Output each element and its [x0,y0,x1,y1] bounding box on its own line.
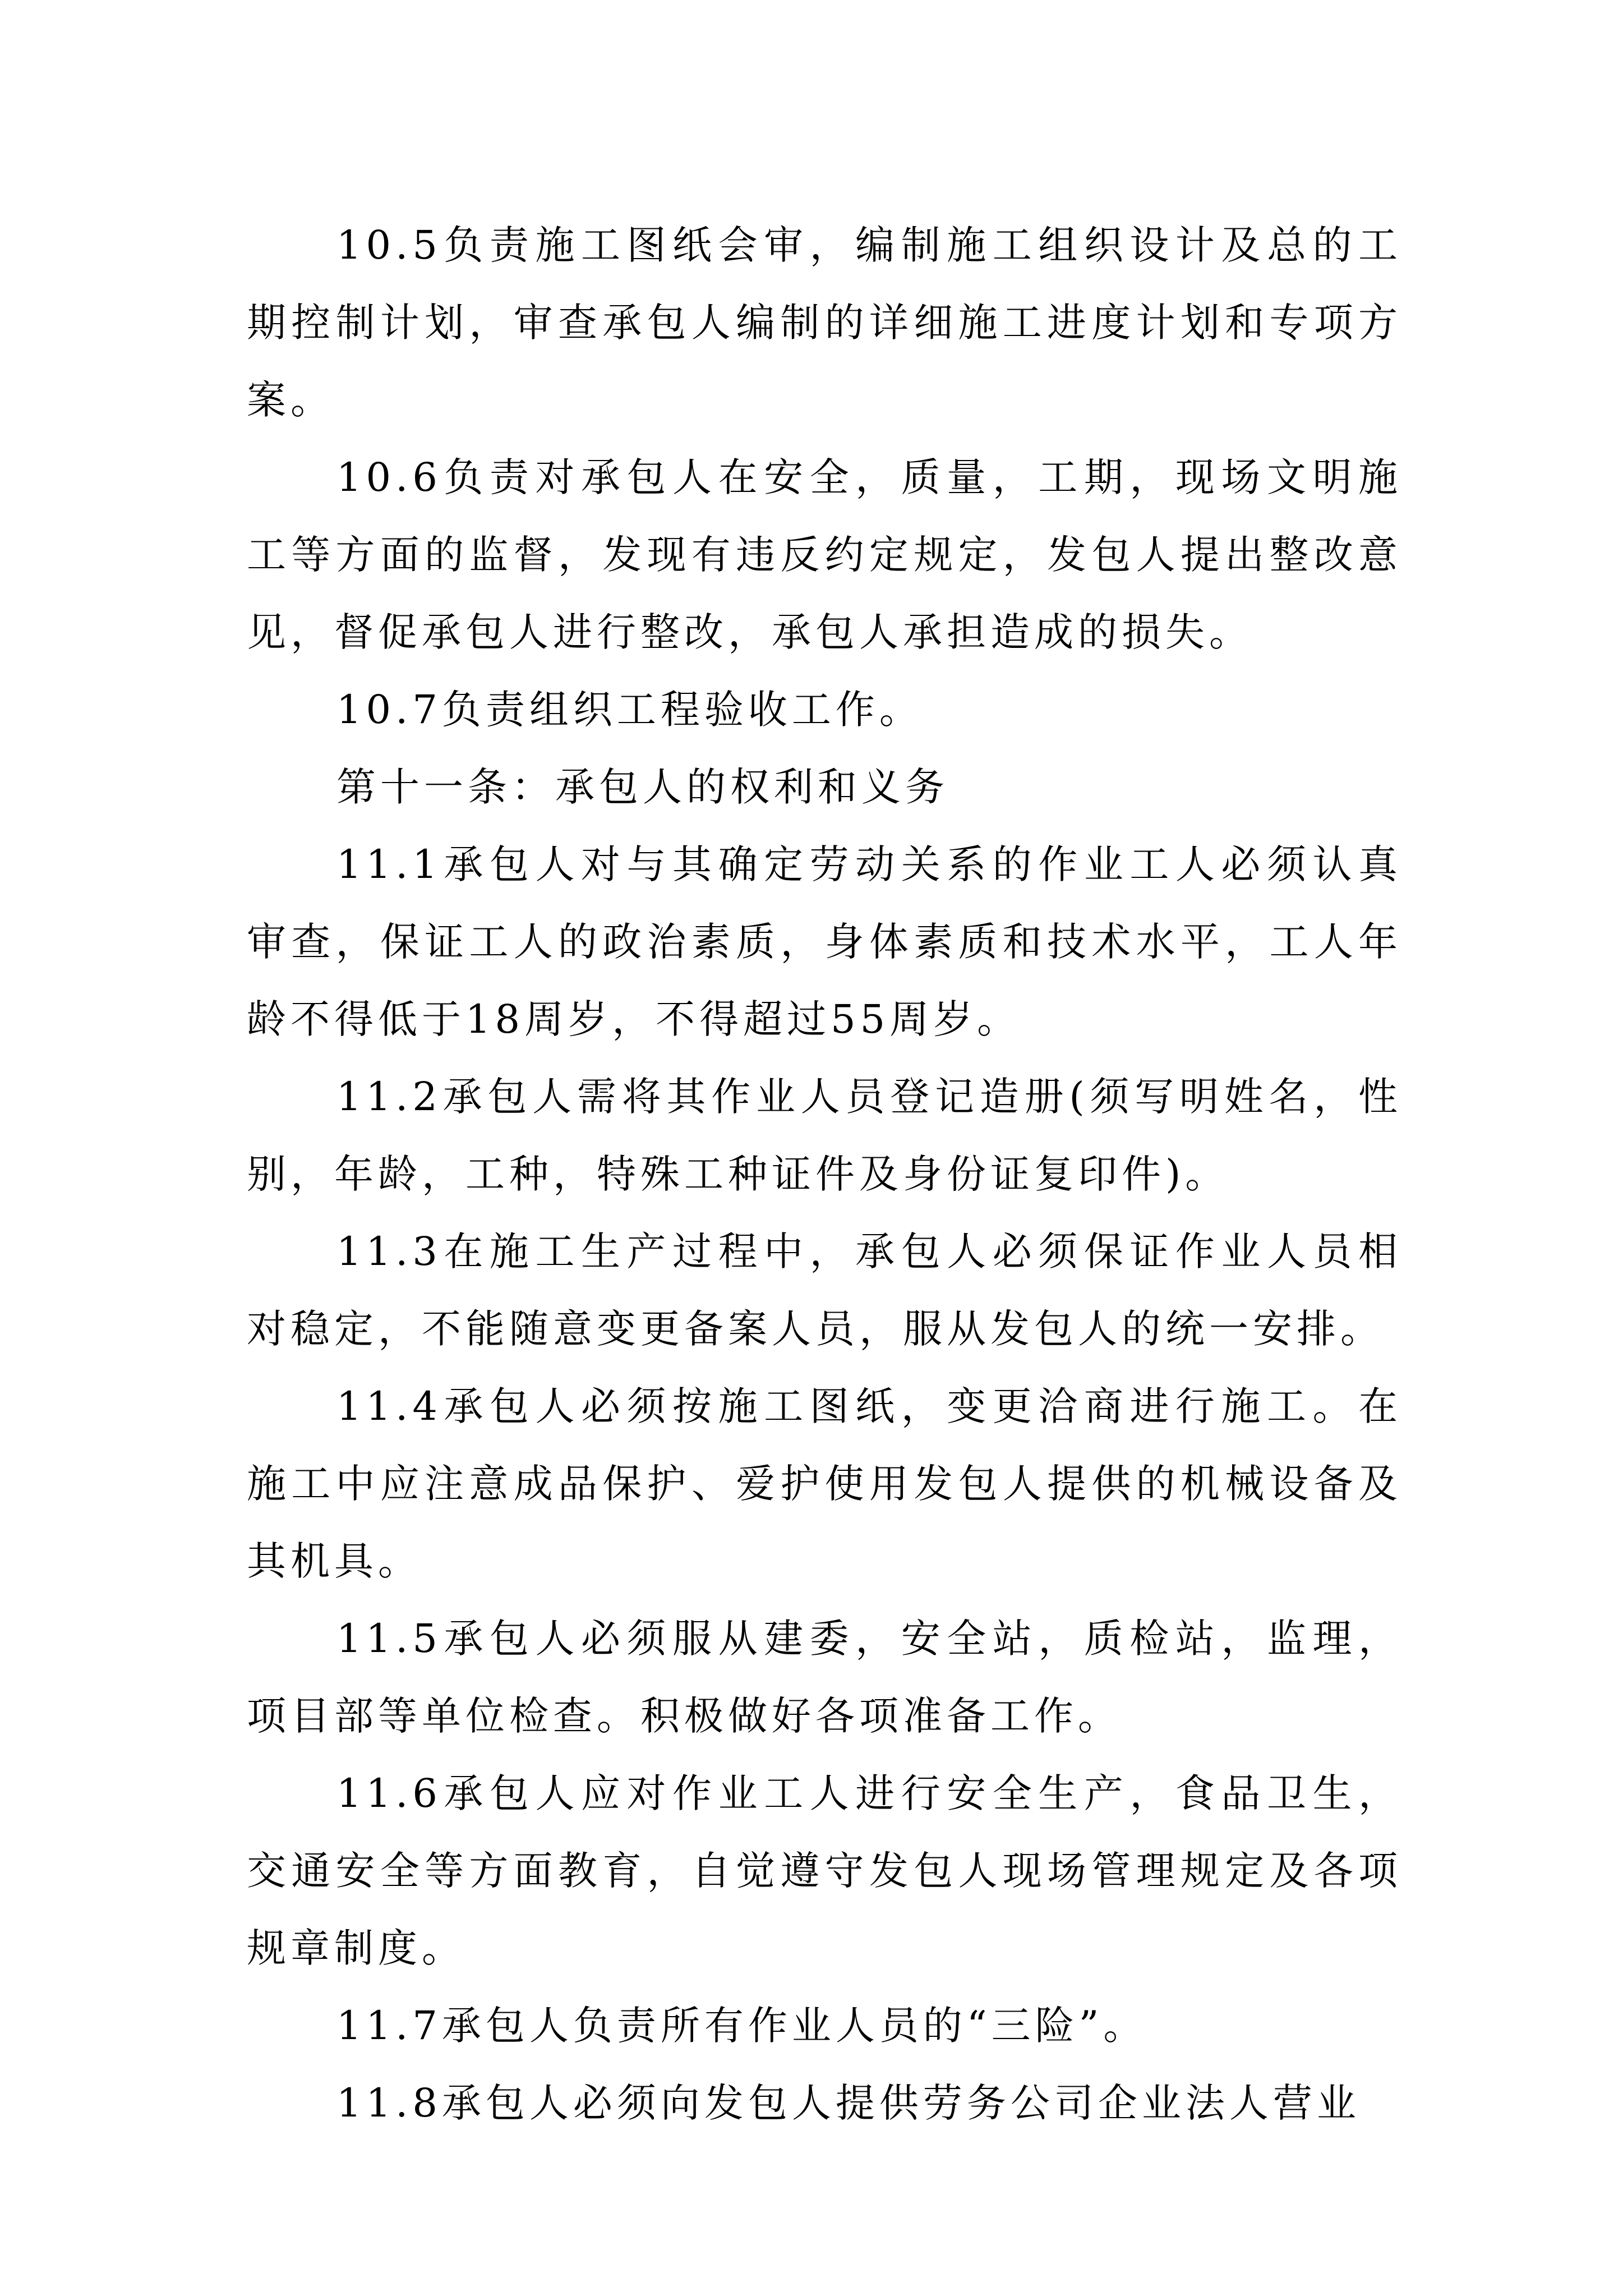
paragraph-10-7: 10.7负责组织工程验收工作。 [336,687,923,733]
paragraph-10-5: 10.5负责施工图纸会审，编制施工组织设计及总的工期控制计划，审查承包人编制的详细施工进度计划和专项方案。 [247,222,1402,423]
paragraph-11-1: 11.1承包人对与其确定劳动关系的作业工人必须认真审查，保证工人的政治素质，身体素质和技术水平，工人年龄不得低于18周岁，不得超过55周岁。 [247,841,1402,1042]
paragraph-11-2: 11.2承包人需将其作业人员登记造册(须写明姓名，性别，年龄，工种，特殊工种证件及身份证复印件)。 [247,1074,1402,1197]
paragraph-11-3: 11.3在施工生产过程中，承包人必须保证作业人员相对稳定，不能随意变更备案人员，服从发包人的统一安排。 [247,1228,1402,1352]
paragraph-10-6: 10.6负责对承包人在安全，质量，工期，现场文明施工等方面的监督，发现有违反约定规定，发包人提出整改意见，督促承包人进行整改，承包人承担造成的损失。 [247,454,1402,655]
paragraph-11-4: 11.4承包人必须按施工图纸，变更洽商进行施工。在施工中应注意成品保护、爱护使用发包人提供的机械设备及其机具。 [247,1383,1402,1584]
section-heading-article-11: 第十一条：承包人的权利和义务 [336,764,949,810]
paragraph-11-8: 11.8承包人必须向发包人提供劳务公司企业法人营业 [336,2080,1361,2126]
paragraph-11-7: 11.7承包人负责所有作业人员的“三险”。 [336,2003,1147,2049]
document-body [247,206,1402,2142]
paragraph-11-6: 11.6承包人应对作业工人进行安全生产，食品卫生，交通安全等方面教育，自觉遵守发包人现场管理规定及各项规章制度。 [247,1770,1402,1971]
paragraph-11-5: 11.5承包人必须服从建委，安全站，质检站，监理，项目部等单位检查。积极做好各项准备工作。 [247,1616,1402,1739]
